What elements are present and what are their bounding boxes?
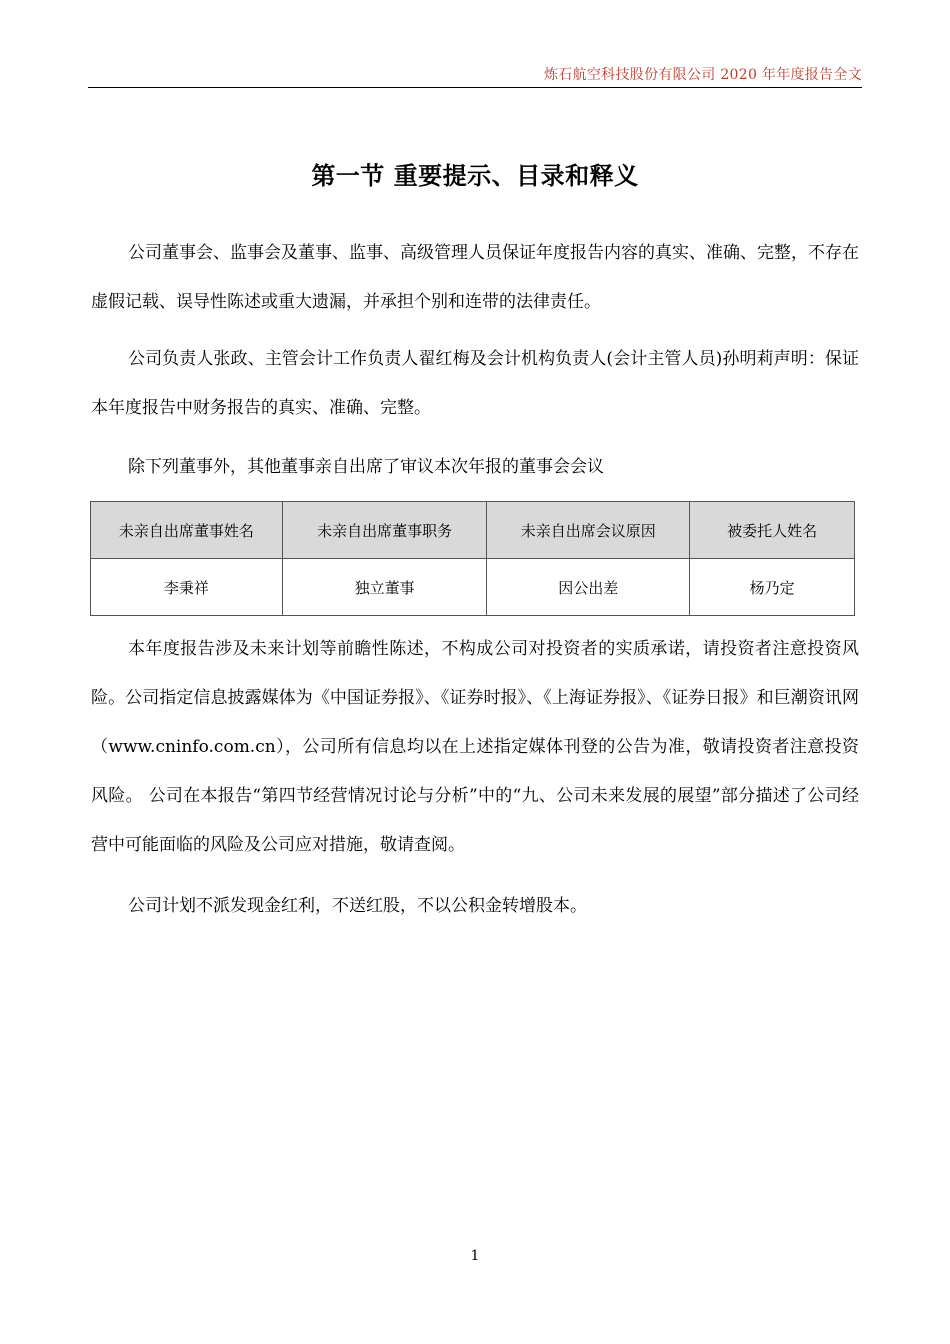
cell-absence-reason: 因公出差: [487, 559, 690, 616]
header-divider: [88, 87, 862, 88]
paragraph-financial-declaration: 公司负责人张政、主管会计工作负责人翟红梅及会计机构负责人(会计主管人员)孙明莉声明：保证本年度报告中财务报告的真实、准确、完整。: [91, 349, 859, 418]
page-number: 1: [470, 1248, 480, 1264]
cell-director-name: 李秉祥: [91, 559, 283, 616]
cell-proxy-name: 杨乃定: [690, 559, 855, 616]
section-title: 第一节 重要提示、目录和释义: [311, 161, 639, 190]
column-header-director-position: 未亲自出席董事职务: [282, 502, 487, 559]
column-header-proxy-name: 被委托人姓名: [690, 502, 855, 559]
running-header: 炼石航空科技股份有限公司 2020 年年度报告全文: [543, 67, 862, 83]
table-row: [91, 559, 855, 616]
column-header-absence-reason: 未亲自出席会议原因: [487, 502, 690, 559]
absent-directors-table: [90, 501, 855, 616]
table-header-row: [91, 502, 855, 559]
paragraph-forward-looking-risk: 本年度报告涉及未来计划等前瞻性陈述，不构成公司对投资者的实质承诺，请投资者注意投资风险。公司指定信息披露媒体为《中国证券报》、《证券时报》、《上海证券报》、《证券日报》和巨潮资讯网（www.cninfo.com.cn），公司所有信息均以在上述指定媒体刊登的公告为准，敬请投资者注意投资风险。 公司在本报告“第四节经营情况讨论与分析”中的“九、公司未来发展的展望”部分描述了公司经营中可能面临的风险及公司应对措施，敬请查阅。: [91, 639, 859, 855]
paragraph-responsibility-statement: 公司董事会、监事会及董事、监事、高级管理人员保证年度报告内容的真实、准确、完整，不存在虚假记载、误导性陈述或重大遗漏，并承担个别和连带的法律责任。: [91, 243, 859, 312]
paragraph-attendance-note: 除下列董事外，其他董事亲自出席了审议本次年报的董事会会议: [128, 457, 604, 477]
cell-director-position: 独立董事: [282, 559, 487, 616]
column-header-director-name: 未亲自出席董事姓名: [91, 502, 283, 559]
paragraph-dividend-plan: 公司计划不派发现金红利，不送红股，不以公积金转增股本。: [128, 896, 587, 916]
